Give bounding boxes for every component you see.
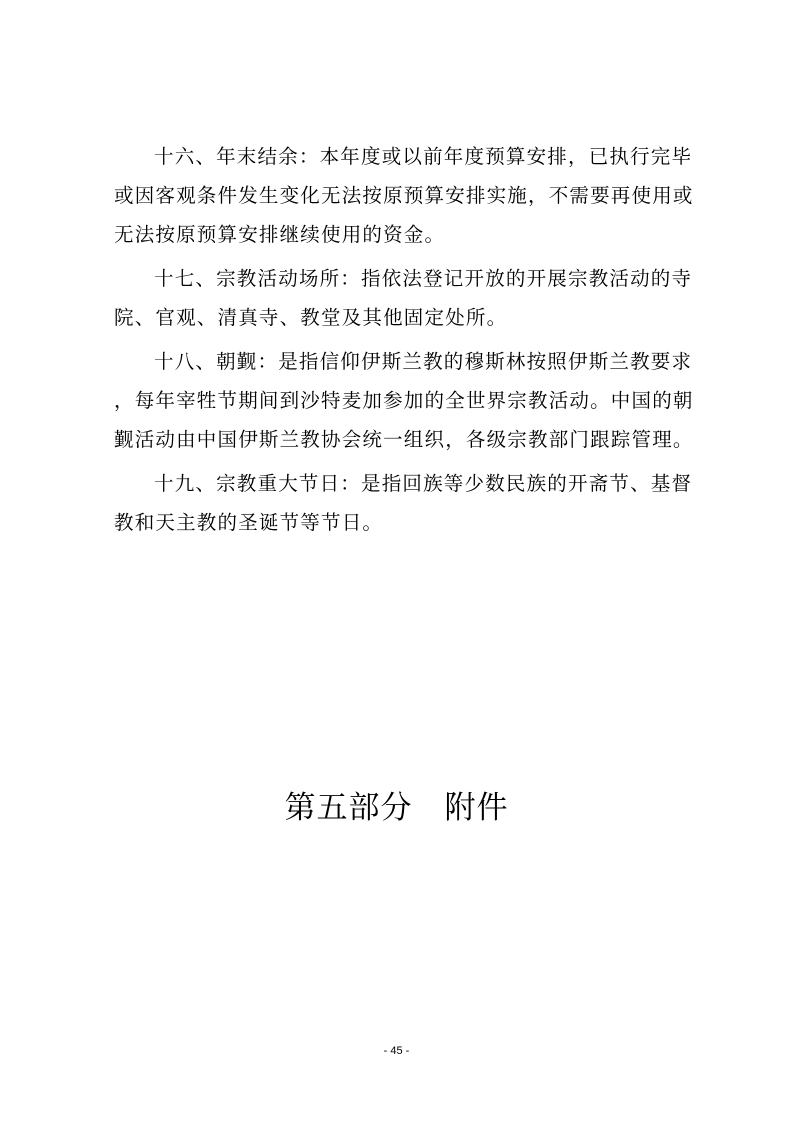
text-line: 十七、宗教活动场所：指依法登记开放的开展宗教活动的寺 bbox=[154, 267, 693, 290]
paragraph-religious-venues bbox=[114, 259, 694, 337]
paragraph-religious-festivals bbox=[114, 464, 694, 542]
text-line: ，每年宰牲节期间到沙特麦加参加的全世界宗教活动。中国的朝 bbox=[114, 389, 694, 412]
text-line: 十九、宗教重大节日：是指回族等少数民族的开斋节、基督 bbox=[154, 472, 693, 495]
paragraph-hajj bbox=[114, 342, 694, 459]
text-line: 无法按原预算安排继续使用的资金。 bbox=[114, 223, 446, 246]
page-number: - 45 - bbox=[383, 1045, 410, 1057]
text-line: 觐活动由中国伊斯兰教协会统一组织，各级宗教部门跟踪管理。 bbox=[114, 428, 694, 451]
paragraph-annual-balance bbox=[114, 137, 694, 254]
text-line: 院、官观、清真寺、教堂及其他固定处所。 bbox=[114, 306, 508, 329]
text-line: 十八、朝觐：是指信仰伊斯兰教的穆斯林按照伊斯兰教要求 bbox=[154, 350, 693, 373]
body-text bbox=[114, 137, 694, 547]
text-line: 十六、年末结余：本年度或以前年度预算安排，已执行完毕 bbox=[154, 145, 693, 168]
section-title: 第五部分 附件 bbox=[284, 790, 509, 826]
text-line: 教和天主教的圣诞节等节日。 bbox=[114, 511, 384, 534]
text-line: 或因客观条件发生变化无法按原预算安排实施，不需要再使用或 bbox=[114, 184, 694, 207]
